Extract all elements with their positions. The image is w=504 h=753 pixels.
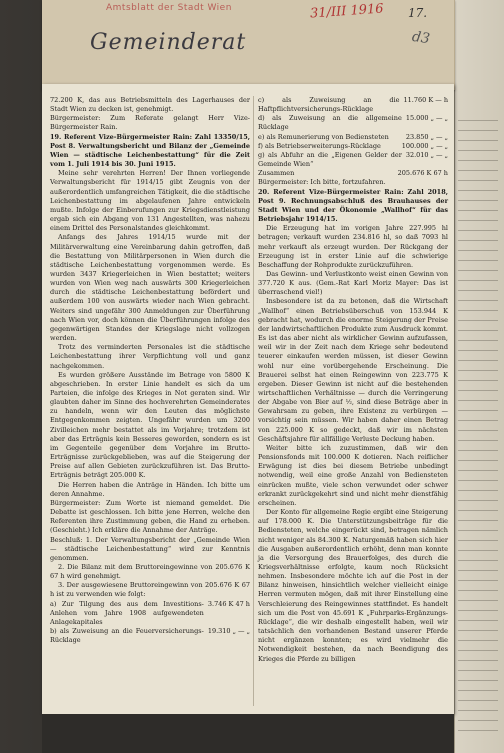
amount-label: b) als Zuweisung an die Feuerversicherungs-Rücklage (50, 627, 204, 645)
amount-row (258, 142, 448, 151)
right-text-column (258, 96, 448, 664)
left-text-column (50, 96, 250, 645)
amount-row (50, 627, 250, 645)
amount-row (50, 600, 250, 627)
amount-value: 3.746 K 47 h (207, 599, 250, 608)
agenda-heading: 19. Referent Vize-Bürgermeister Rain: Zahl 13350/15, Post 8. Verwaltungsbericht und Bilanz der „Gemeinde Wien — städtische Leichenbestattung“ für die Zeit vom 1. Juli 1914 bis 30. Juni 1915. (50, 132, 250, 169)
amount-value: 15.000 „ — „ (405, 114, 448, 123)
paragraph: Trotz des verminderten Personales ist die städtische Leichenbestattung ihrer Verpflichtung voll und ganz nachgekommen. (50, 343, 250, 370)
paragraph: Es wurden größere Ausstände im Betrage von 5800 K abgeschrieben. In erster Linie handelt es sich da um Parteien, die infolge des Krieges in Not geraten sind. Wir glaubten daher im Sinne des hochverehrten Gemeinderates zu handeln, wenn wir den Leuten das möglichste Entgegenkommen zeigten. Ungefähr wurden um 3200 Zivilleichen mehr bestattet als im Vorjahre; trotzdem ist aber das Erträgnis kein Besseres geworden, sondern es ist im Gegenteile gegenüber dem Vorjahre im Brutto-Erträgnisse zurückgeblieben, was auf die Steigerung der Preise auf allen Gebieten zurückzuführen ist. Das Brutto-Erträgnis beträgt 205.000 K. (50, 370, 250, 480)
amount-label: d) als Zuweisung an die allgemeine Rücklage (258, 114, 402, 132)
amount-label: Zusammen (258, 169, 295, 178)
amount-row (258, 96, 448, 114)
handwritten-date: 31/III 1916 (309, 1, 384, 22)
amount-label: e) als Remunerierung von Bediensteten (258, 132, 389, 141)
paragraph: Bürgermeister: Zum Referate gelangt Herr Vize-Bürgermeister Rain. (50, 114, 250, 132)
paragraph: Weiter bitte ich zuzustimmen, daß wir den Pensionsfonds mit 100.000 K dotieren. Nach reiflicher Erwägung ist dies bei diesem Betriebe unbedingt notwendig, weil eine große Anzahl von Bediensteten einrücken mußte, viele schon verwundet oder schwer erkrankt zurückgekehrt sind und nicht mehr dienstfähig erscheinen. (258, 443, 448, 507)
paragraph: Insbesondere ist da zu betonen, daß die Wirtschaft „Wallhof“ einen Betriebsüberschuß von 153.944 K gebracht hat, wodurch die enorme Steigerung der Preise der landwirtschaftlichen Produkte zum Ausdruck kommt. Es ist das aber nicht als wirklicher Gewinn aufzufassen, weil wir in der Zeit nach dem Kriege sehr bedeutend teuerer einkaufen werden müssen, ist dieser Gewinn wohl nur eine vorübergehende Erscheinung. Die Brauerei selbst hat einen Reingewinn von 223.775 K ergeben. Dieser Gewinn ist nicht auf die bestehenden wirtschaftlichen Verhältnisse — durch die Verringerung der Abgabe von Bier auf ½, sind diese Beträge aber in Gewahrsam zu geben, ihre Existenz zu verbürgen — vorsichtig sein müssen. Wir haben daher einen Betrag von 225.000 K so gedeckt, daß wir im nächsten Geschäftsjahre für allfällige Verluste Deckung haben. (258, 297, 448, 443)
amount-label: a) Zur Tilgung des aus dem Investitions-Anlehen vom Jahre 1908 aufgewendeten Anlagekapitales (50, 599, 204, 626)
handwritten-title: Gemeinderat (90, 30, 247, 55)
amount-label: g) als Abfuhr an die „Eigenen Gelder der Gemeinde Wien“ (258, 150, 402, 169)
amount-label: f) als Betriebserweiterungs-Rücklage (258, 141, 381, 150)
page-number: 17. (408, 6, 428, 20)
paragraph: Die Erzeugung hat im vorigen Jahre 227.995 hl betragen; verkauft wurden 234.816 hl, so daß 7093 hl mehr verkauft als erzeugt wurden. Der Rückgang der Erzeugung ist in erster Linie auf die schwierige Beschaffung der Rohprodukte zurückzuführen. (258, 224, 448, 269)
paragraph: 3. Der ausgewiesene Bruttoreingewinn von 205.676 K 67 h ist zu verwenden wie folgt: (50, 581, 250, 599)
amount-value: 100.000 „ — „ (401, 141, 448, 150)
amount-value: 205.676 K 67 h (397, 169, 448, 178)
folder-strip-texture (458, 120, 498, 740)
paragraph: Die Herren haben die Anträge in Händen. Ich bitte um deren Annahme. (50, 480, 250, 498)
amount-value: 11.760 K — h (403, 96, 448, 104)
paragraph: Das Gewinn- und Verlustkonto weist einen Gewinn von 377.720 K aus. (Gem.-Rat Karl Moriz Mayer: Das ist überraschend viel!) (258, 269, 448, 297)
paragraph: Der Konto für allgemeine Regie ergibt eine Steigerung auf 178.000 K. Die Unterstützungsbeiträge für die Bediensteten, welche eingerückt sind, betragen nämlich nicht weniger als 84.300 K. Naturgemäß haben sich hier die Ausgaben außerordentlich erhöht, denn man konnte ja die Versorgung des Brauerfolges, des durch die Kriegsverhältnisse erfolgte, kaum noch Rücksicht nehmen. Insbesondere möchte ich auf die Post in der Bilanz hinweisen, hinsichtlich welcher vielleicht einige Herren vermuten mögen, daß mit ihrer Einstellung eine Verschleierung des Reingewinnes stattfindet. Es handelt sich um die Post von 45.691 K „Fuhrparks-Ergänzungs-Rücklage“, die wir deshalb eingestellt haben, weil wir tatsächlich den vorhandenen Bestand unserer Pferde nicht ergänzen konnten; es wird vielmehr die Notwendigkeit bestehen, da nach Beendigung des Krieges die Pferde zu billigen (258, 508, 448, 663)
archive-stamp: Amtsblatt der Stadt Wien (106, 3, 232, 13)
paragraph: Bürgermeister: Ich bitte, fortzufahren. (258, 178, 386, 187)
handwritten-corner-mark: d3 (410, 28, 431, 48)
amount-row (258, 169, 448, 178)
amount-value: 23.850 „ — „ (405, 132, 448, 141)
amount-value: 19.310 „ — „ (207, 627, 250, 636)
folder-bottom-edge (42, 714, 454, 753)
column-divider (253, 96, 254, 706)
paragraph: 72.200 K, das aus Betriebsmitteln des Lagerhauses der Stadt Wien zu decken ist, genehmigt. (50, 96, 250, 114)
amount-row (258, 114, 448, 132)
agenda-heading: 20. Referent Vize-Bürgermeister Rain: Zahl 2018, Post 9. Rechnungsabschluß des Brauhauses der Stadt Wien und der Ökonomie „Wallhof“ für das Betriebsjahr 1914/15. (258, 187, 448, 224)
amount-row (258, 133, 448, 142)
paragraph: Meine sehr verehrten Herren! Der Ihnen vorliegende Verwaltungsbericht für 1914/15 gibt Zeugnis von der außerordentlich umfangreichen Tätigkeit, die die städtische Leichenbestattung im abgelaufenen Jahre entwickeln mußte. Infolge der Einberufungen zur Kriegsdienstleistung ergab sich ein Abgang von 131 Angestellten, was nahezu einem Drittel des Personalstandes gleichkommt. (50, 169, 250, 233)
amount-row (258, 151, 448, 169)
paragraph: Beschluß: 1. Der Verwaltungsbericht der „Gemeinde Wien — städtische Leichenbestattung“ wird zur Kenntnis genommen. (50, 535, 250, 562)
amount-label: c) als Zuweisung an die Haftpflichtversicherungs-Rücklage (258, 96, 400, 114)
paragraph: 2. Die Bilanz mit dem Bruttoreingewinne von 205.676 K 67 h wird genehmigt. (50, 562, 250, 581)
paragraph: Anfangs des Jahres 1914/15 wurde mit der Militärverwaltung eine Vereinbarung dahin getroffen, daß die Bestattung von Militärpersonen in Wien durch die städtische Leichenbestattung vorgenommen werde. Es wurden 3437 Kriegerleichen in Wien bestattet; weiters wurden von Wien weg nach auswärts 300 Kriegerleichen durch die städtische Leichenbestattung befördert und außerdem 100 von auswärts wieder nach Wien gebracht. Weiters sind ungefähr 300 Anmeldungen zur Überführung nach Wien vor, doch können die Überführungen infolge des gegenwärtigen Standes der Kriegslage nicht vollzogen werden. (50, 233, 250, 343)
paragraph: Bürgermeister: Zum Worte ist niemand gemeldet. Die Debatte ist geschlossen. Ich bitte jene Herren, welche den Referenten ihre Zustimmung geben, die Hand zu erheben. (Geschieht.) Ich erkläre die Annahme der Anträge. (50, 498, 250, 535)
amount-value: 32.010 „ — „ (405, 150, 448, 159)
